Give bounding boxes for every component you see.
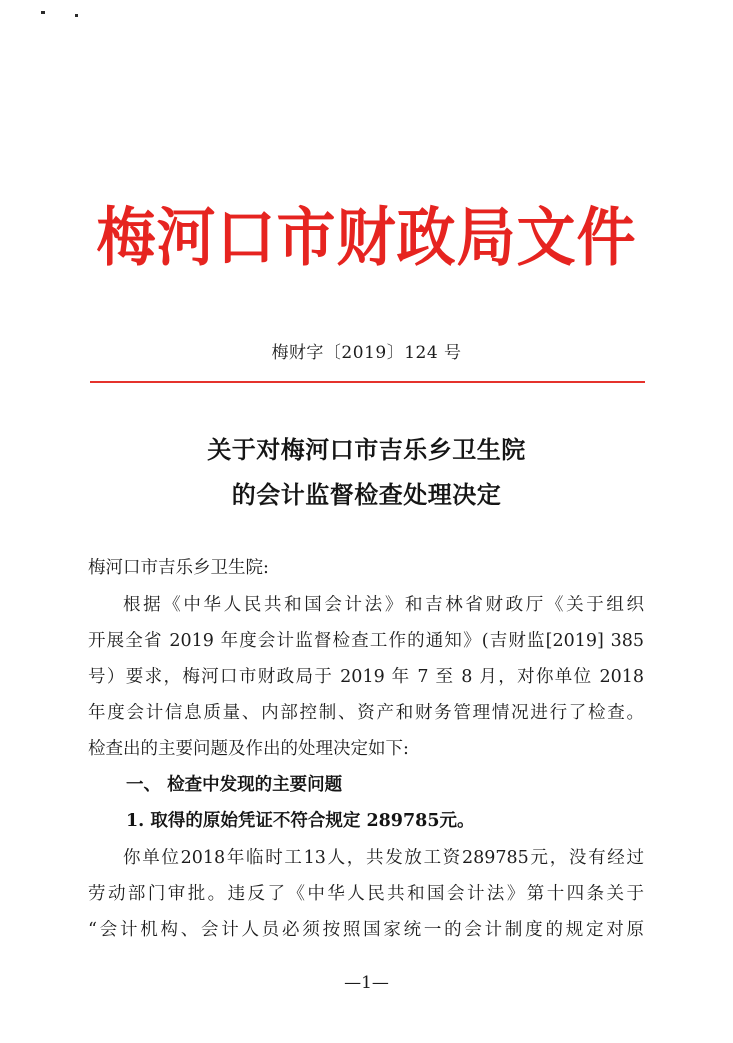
paragraph-line: “会计机构、会计人员必须按照国家统一的会计制度的规定对原 [88,920,644,940]
section-heading: 一、 检查中发现的主要问题 [126,775,343,795]
paragraph-line: 检查出的主要问题及作出的处理决定如下: [88,739,409,759]
paragraph-line: 你单位2018年临时工13人，共发放工资289785元，没有经过 [123,848,644,868]
scan-speck [41,11,45,14]
paragraph-line: 根据《中华人民共和国会计法》和吉林省财政厅《关于组织 [123,595,644,615]
page-number: —1— [344,973,389,993]
paragraph-line: 开展全省 2019 年度会计监督检查工作的通知》(吉财监[2019] 385 [88,631,644,651]
document-number: 梅财字〔2019〕124 号 [271,343,462,363]
paragraph-line: 号）要求，梅河口市财政局于 2019 年 7 至 8 月，对你单位 2018 [88,667,644,687]
paragraph-line: 年度会计信息质量、内部控制、资产和财务管理情况进行了检查。 [88,703,644,723]
scan-speck [75,14,78,17]
paragraph-line: 劳动部门审批。违反了《中华人民共和国会计法》第十四条关于 [88,884,644,904]
agency-title: 梅河口市财政局文件 [96,200,637,275]
red-divider-line [90,381,645,383]
addressee: 梅河口市吉乐乡卫生院: [88,558,269,578]
item-heading: 1. 取得的原始凭证不符合规定 289785元。 [126,811,475,831]
document-title-line-2: 的会计监督检查处理决定 [231,480,502,509]
document-title-line-1: 关于对梅河口市吉乐乡卫生院 [207,435,526,464]
